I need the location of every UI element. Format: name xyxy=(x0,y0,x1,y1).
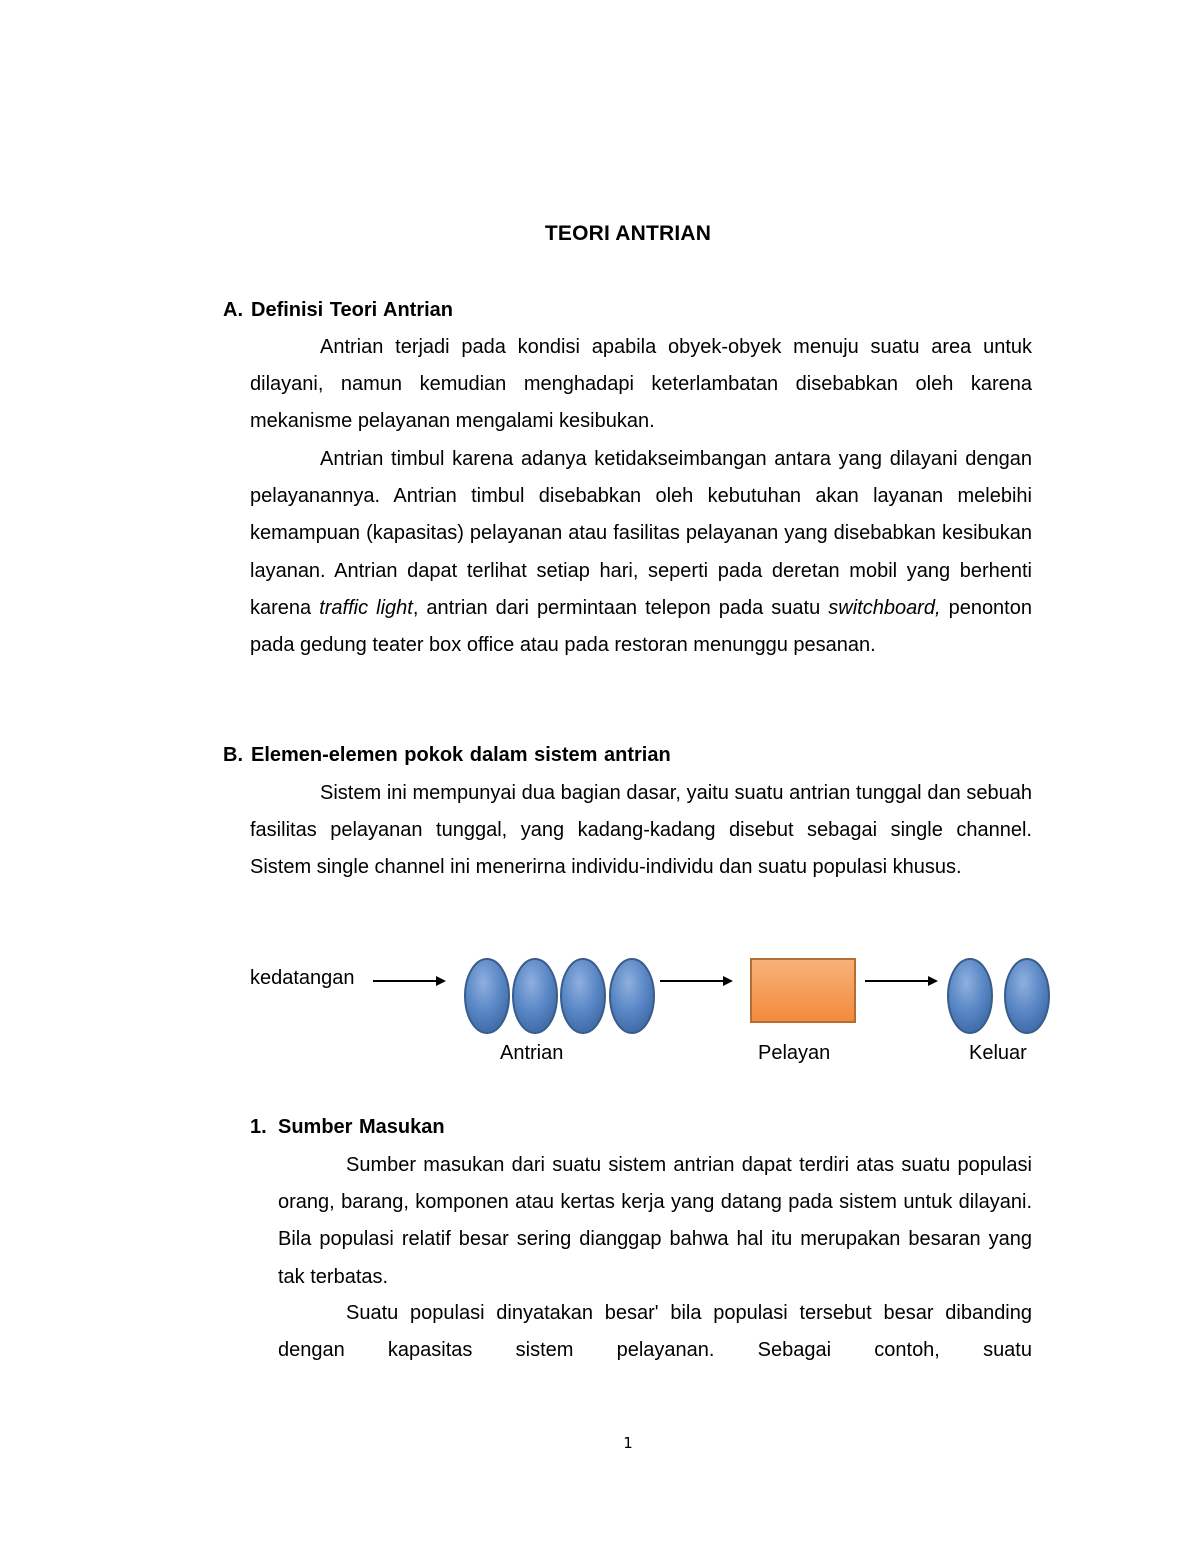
subsection-1-marker: 1. xyxy=(250,1116,267,1138)
queue-label: Antrian xyxy=(500,1042,564,1064)
section-a-paragraph-2-text-1: Antrian timbul karena adanya ketidakseimbangan antara yang dilayani dengan pelayanannya. Antrian timbul disebabkan oleh kebutuhan akan layanan melebihi kemampuan (kapasitas) pelayanan atau fasilitas pelayanan yang disebabkan kesibukan layanan. Antrian dapat terlihat setiap hari, seperti pada deretan mobil yang berhenti karena xyxy=(250,448,1032,619)
section-b-paragraph-1-text: Sistem ini mempunyai dua bagian dasar, yaitu suatu antrian tunggal dan sebuah fasilitas pelayanan tunggal, yang kadang-kadang disebut sebagai single channel. Sistem single channel ini menerirna individu-individu dan suatu populasi khusus. xyxy=(250,782,1032,879)
arrival-label: kedatangan xyxy=(250,967,355,989)
server-box xyxy=(751,959,855,1022)
subsection-1-title: Sumber Masukan xyxy=(278,1116,445,1138)
queue-circle-1 xyxy=(465,959,509,1033)
server-label: Pelayan xyxy=(758,1042,831,1064)
queue-circle-3 xyxy=(561,959,605,1033)
traffic-light-term: traffic light xyxy=(319,596,413,619)
section-b-heading xyxy=(223,741,671,769)
section-a-heading xyxy=(223,296,453,324)
subsection-1-paragraph-2-text: Suatu populasi dinyatakan besar' bila populasi tersebut besar dibanding dengan kapasitas sistem pelayanan. Sebagai contoh, suatu xyxy=(278,1302,1032,1362)
switchboard-term: switchboard, xyxy=(828,596,941,619)
queue-circle-4 xyxy=(610,959,654,1033)
queue-circle-2 xyxy=(513,959,557,1033)
exit-label: Keluar xyxy=(969,1042,1027,1064)
section-a-marker: A. xyxy=(223,299,243,321)
page-title: TEORI ANTRIAN xyxy=(544,222,712,245)
queue-diagram xyxy=(240,945,1070,1075)
section-a-title: Definisi Teori Antrian xyxy=(251,299,454,321)
exit-circle-1 xyxy=(948,959,992,1033)
section-a-paragraph-2-text-2: , antrian dari permintaan telepon pada suatu xyxy=(412,596,829,619)
section-b-marker: B. xyxy=(223,744,243,766)
subsection-1-heading xyxy=(250,1113,445,1141)
subsection-1-paragraph-2 xyxy=(278,1295,1032,1369)
exit-circle-2 xyxy=(1005,959,1049,1033)
section-a-paragraph-1-text: Antrian terjadi pada kondisi apabila obyek-obyek menuju suatu area untuk dilayani, namun kemudian menghadapi keterlambatan disebabkan oleh karena mekanisme pelayanan mengalami kesibukan. xyxy=(250,336,1032,433)
exit-circles xyxy=(948,959,1049,1033)
section-a-paragraph-2-text-3: penonton pada gedung teater box office atau pada restoran menunggu pesanan. xyxy=(250,596,1032,657)
section-b-paragraph-1 xyxy=(250,775,1032,887)
section-a-paragraph-1 xyxy=(250,329,1032,441)
page-number: 1 xyxy=(623,1434,633,1452)
queue-circles xyxy=(465,959,654,1033)
section-a-paragraph-2 xyxy=(250,441,1032,664)
subsection-1-paragraph-1 xyxy=(278,1147,1032,1296)
section-b-title: Elemen-elemen pokok dalam sistem antrian xyxy=(251,744,671,766)
queue-diagram-svg xyxy=(240,945,1070,1075)
subsection-1-paragraph-1-text: Sumber masukan dari suatu sistem antrian dapat terdiri atas suatu populasi orang, barang, komponen atau kertas kerja yang datang pada sistem untuk dilayani. Bila populasi relatif besar sering dianggap bahwa hal itu merupakan besaran yang tak terbatas. xyxy=(278,1154,1032,1288)
